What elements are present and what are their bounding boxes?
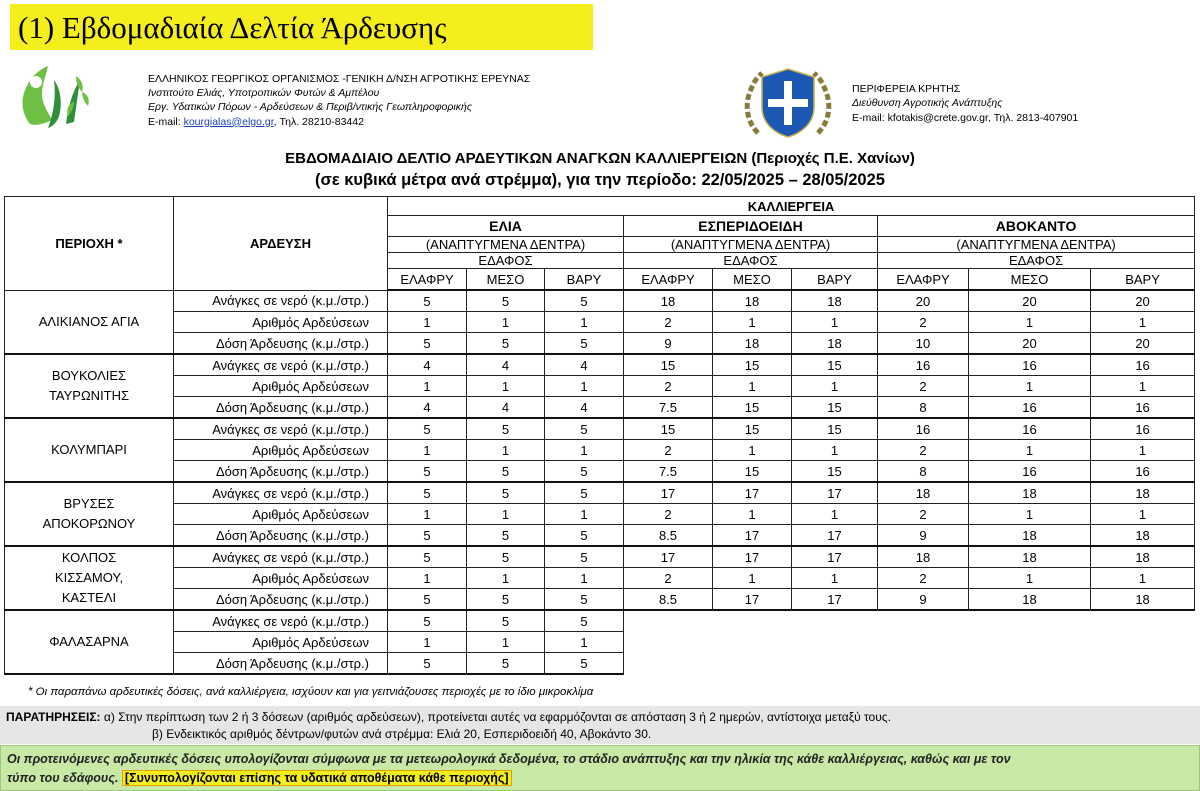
email-link[interactable]: kourgialas@elgo.gr bbox=[183, 115, 274, 128]
value-cell: 4 bbox=[467, 354, 545, 376]
value-cell: 18 bbox=[792, 333, 878, 355]
value-cell: 1 bbox=[467, 312, 545, 333]
irrigation-label: Ανάγκες σε νερό (κ.μ./στρ.) bbox=[174, 482, 388, 504]
value-cell: 2 bbox=[624, 568, 713, 589]
empty-cell bbox=[969, 653, 1091, 675]
value-cell: 15 bbox=[792, 354, 878, 376]
header-area: ΠΕΡΙΟΧΗ * bbox=[5, 197, 174, 291]
table-row bbox=[5, 461, 1195, 483]
value-cell: 5 bbox=[467, 653, 545, 675]
value-cell: 1 bbox=[792, 376, 878, 397]
value-cell: 16 bbox=[1091, 461, 1195, 483]
irrigation-label: Ανάγκες σε νερό (κ.μ./στρ.) bbox=[174, 418, 388, 440]
value-cell: 5 bbox=[545, 610, 624, 632]
value-cell: 1 bbox=[545, 312, 624, 333]
value-cell: 20 bbox=[1091, 333, 1195, 355]
soil-header: ΒΑΡΥ bbox=[1091, 269, 1195, 291]
table-row bbox=[5, 546, 1195, 568]
value-cell: 4 bbox=[545, 397, 624, 419]
value-cell: 1 bbox=[792, 312, 878, 333]
soil-header: ΕΛΑΦΡΥ bbox=[878, 269, 969, 291]
empty-cell bbox=[713, 653, 792, 675]
value-cell: 5 bbox=[545, 482, 624, 504]
table-row bbox=[5, 525, 1195, 547]
value-cell: 1 bbox=[545, 568, 624, 589]
table-row bbox=[5, 610, 1195, 632]
header-crops: ΚΑΛΛΙΕΡΓΕΙΑ bbox=[388, 197, 1195, 216]
bulletin-heading: ΕΒΔΟΜΑΔΙΑΙΟ ΔΕΛΤΙΟ ΑΡΔΕΥΤΙΚΩΝ ΑΝΑΓΚΩΝ ΚΑΛΛΙΕΡΓΕΙΩΝ (Περιοχές Π.Ε. Χανίων) bbox=[285, 150, 915, 167]
value-cell: 1 bbox=[969, 504, 1091, 525]
value-cell: 5 bbox=[388, 653, 467, 675]
value-cell: 1 bbox=[467, 632, 545, 653]
empty-cell bbox=[969, 632, 1091, 653]
irrigation-label: Δόση Άρδευσης (κ.μ./στρ.) bbox=[174, 589, 388, 611]
crop-avocado-name: ΑΒΟΚΑΝΤΟ bbox=[878, 216, 1195, 237]
empty-cell bbox=[878, 653, 969, 675]
email-label: E-mail: bbox=[148, 115, 181, 128]
value-cell: 1 bbox=[388, 376, 467, 397]
value-cell: 1 bbox=[1091, 312, 1195, 333]
observation-a-line bbox=[6, 710, 891, 724]
value-cell: 1 bbox=[713, 376, 792, 397]
value-cell: 1 bbox=[467, 568, 545, 589]
value-cell: 17 bbox=[792, 589, 878, 611]
value-cell: 17 bbox=[792, 525, 878, 547]
value-cell: 1 bbox=[388, 440, 467, 461]
irrigation-label: Αριθμός Αρδεύσεων bbox=[174, 568, 388, 589]
value-cell: 17 bbox=[792, 546, 878, 568]
note-box bbox=[0, 745, 1200, 791]
value-cell: 1 bbox=[545, 632, 624, 653]
value-cell: 20 bbox=[878, 290, 969, 312]
area-name: ΚΟΛΠΟΣ ΚΙΣΣΑΜΟΥ, ΚΑΣΤΕΛΙ bbox=[5, 546, 174, 610]
value-cell: 1 bbox=[969, 312, 1091, 333]
value-cell: 16 bbox=[969, 461, 1091, 483]
value-cell: 9 bbox=[878, 589, 969, 611]
value-cell: 1 bbox=[467, 504, 545, 525]
area-name: ΚΟΛΥΜΠΑΡΙ bbox=[5, 418, 174, 482]
table-row bbox=[5, 568, 1195, 589]
value-cell: 15 bbox=[624, 354, 713, 376]
footnote: * Οι παραπάνω αρδευτικές δόσεις, ανά καλλιέργεια, ισχύουν και για γειτνιάζουσες περιοχές με το ίδιο μικροκλίμα bbox=[28, 686, 594, 698]
table-row bbox=[5, 397, 1195, 419]
value-cell: 1 bbox=[969, 568, 1091, 589]
value-cell: 5 bbox=[467, 482, 545, 504]
value-cell: 5 bbox=[545, 525, 624, 547]
value-cell: 1 bbox=[388, 632, 467, 653]
value-cell: 2 bbox=[878, 568, 969, 589]
value-cell: 15 bbox=[713, 397, 792, 419]
crop-olive-stage: (ΑΝΑΠΤΥΓΜΕΝΑ ΔΕΝΤΡΑ) bbox=[425, 237, 586, 252]
table-row bbox=[5, 589, 1195, 611]
empty-cell bbox=[969, 610, 1091, 632]
empty-cell bbox=[1091, 632, 1195, 653]
value-cell: 1 bbox=[545, 504, 624, 525]
value-cell: 18 bbox=[878, 482, 969, 504]
crop-citrus-name: ΕΣΠΕΡΙΔΟΕΙΔΗ bbox=[624, 216, 878, 237]
value-cell: 5 bbox=[388, 333, 467, 355]
value-cell: 8 bbox=[878, 461, 969, 483]
value-cell: 16 bbox=[878, 354, 969, 376]
value-cell: 5 bbox=[467, 546, 545, 568]
value-cell: 15 bbox=[624, 418, 713, 440]
value-cell: 5 bbox=[388, 290, 467, 312]
table-row bbox=[5, 290, 1195, 312]
value-cell: 17 bbox=[624, 546, 713, 568]
value-cell: 2 bbox=[624, 376, 713, 397]
irrigation-label: Δόση Άρδευσης (κ.μ./στρ.) bbox=[174, 333, 388, 355]
value-cell: 5 bbox=[545, 653, 624, 675]
value-cell: 1 bbox=[713, 568, 792, 589]
value-cell: 1 bbox=[792, 568, 878, 589]
title-banner bbox=[10, 4, 593, 50]
value-cell: 20 bbox=[969, 290, 1091, 312]
org-right-line1: ΠΕΡΙΦΕΡΕΙΑ ΚΡΗΤΗΣ bbox=[852, 83, 961, 95]
value-cell: 5 bbox=[545, 546, 624, 568]
value-cell: 16 bbox=[969, 354, 1091, 376]
crop-avocado-sub bbox=[878, 237, 1195, 269]
empty-cell bbox=[624, 653, 713, 675]
irrigation-label: Αριθμός Αρδεύσεων bbox=[174, 376, 388, 397]
irrigation-table bbox=[4, 196, 1195, 675]
value-cell: 16 bbox=[878, 418, 969, 440]
value-cell: 1 bbox=[1091, 376, 1195, 397]
value-cell: 2 bbox=[878, 504, 969, 525]
value-cell: 1 bbox=[1091, 504, 1195, 525]
empty-cell bbox=[792, 653, 878, 675]
value-cell: 8 bbox=[878, 397, 969, 419]
value-cell: 5 bbox=[388, 418, 467, 440]
value-cell: 7.5 bbox=[624, 461, 713, 483]
value-cell: 18 bbox=[969, 589, 1091, 611]
value-cell: 1 bbox=[388, 504, 467, 525]
value-cell: 5 bbox=[388, 482, 467, 504]
value-cell: 5 bbox=[388, 610, 467, 632]
value-cell: 15 bbox=[792, 418, 878, 440]
value-cell: 18 bbox=[1091, 546, 1195, 568]
empty-cell bbox=[713, 610, 792, 632]
value-cell: 18 bbox=[1091, 482, 1195, 504]
value-cell: 18 bbox=[1091, 525, 1195, 547]
crop-avocado-stage: (ΑΝΑΠΤΥΓΜΕΝΑ ΔΕΝΤΡΑ) bbox=[956, 237, 1116, 252]
area-name: ΒΡΥΣΕΣ ΑΠΟΚΟΡΩΝΟΥ bbox=[5, 482, 174, 546]
value-cell: 17 bbox=[713, 546, 792, 568]
crop-citrus-sub bbox=[624, 237, 878, 269]
area-name: ΑΛΙΚΙΑΝΟΣ ΑΓΙΑ bbox=[5, 290, 174, 354]
soil-header: ΜΕΣΟ bbox=[969, 269, 1091, 291]
empty-cell bbox=[792, 610, 878, 632]
value-cell: 5 bbox=[545, 418, 624, 440]
value-cell: 5 bbox=[388, 546, 467, 568]
value-cell: 1 bbox=[713, 504, 792, 525]
value-cell: 1 bbox=[545, 440, 624, 461]
value-cell: 1 bbox=[388, 312, 467, 333]
value-cell: 18 bbox=[878, 546, 969, 568]
bulletin-period: (σε κυβικά μέτρα ανά στρέμμα), για την περίοδο: 22/05/2025 – 28/05/2025 bbox=[315, 171, 885, 189]
value-cell: 17 bbox=[792, 482, 878, 504]
value-cell: 16 bbox=[969, 397, 1091, 419]
value-cell: 9 bbox=[624, 333, 713, 355]
value-cell: 2 bbox=[878, 312, 969, 333]
value-cell: 4 bbox=[545, 354, 624, 376]
empty-cell bbox=[878, 610, 969, 632]
value-cell: 5 bbox=[388, 461, 467, 483]
soil-header: ΕΛΑΦΡΥ bbox=[388, 269, 467, 291]
irrigation-label: Αριθμός Αρδεύσεων bbox=[174, 440, 388, 461]
crop-citrus-soil: ΕΔΑΦΟΣ bbox=[624, 252, 877, 268]
crop-olive-name: ΕΛΙΑ bbox=[388, 216, 624, 237]
empty-cell bbox=[792, 632, 878, 653]
value-cell: 8.5 bbox=[624, 525, 713, 547]
soil-header: ΒΑΡΥ bbox=[545, 269, 624, 291]
table-row bbox=[5, 333, 1195, 355]
value-cell: 2 bbox=[624, 312, 713, 333]
empty-cell bbox=[1091, 610, 1195, 632]
observation-a: α) Στην περίπτωση των 2 ή 3 δόσεων (αριθμός αρδεύσεων), προτείνεται αυτές να εφαρμόζονται σε απόσταση 3 ή 2 ημερών, αντίστοιχα μεταξύ τους. bbox=[103, 710, 891, 724]
value-cell: 5 bbox=[467, 418, 545, 440]
note-line2 bbox=[7, 771, 512, 785]
area-name: ΦΑΛΑΣΑΡΝΑ bbox=[5, 610, 174, 674]
value-cell: 1 bbox=[713, 440, 792, 461]
value-cell: 18 bbox=[969, 482, 1091, 504]
table-row bbox=[5, 418, 1195, 440]
irrigation-label: Δόση Άρδευσης (κ.μ./στρ.) bbox=[174, 525, 388, 547]
value-cell: 17 bbox=[713, 482, 792, 504]
irrigation-label: Ανάγκες σε νερό (κ.μ./στρ.) bbox=[174, 290, 388, 312]
value-cell: 5 bbox=[545, 589, 624, 611]
observation-b: β) Ενδεικτικός αριθμός δέντρων/φυτών ανά στρέμμα: Ελιά 20, Εσπεριδοειδή 40, Αβοκάντο 30. bbox=[152, 727, 652, 741]
note-line2-start: τύπο του εδάφους. bbox=[7, 771, 119, 785]
empty-cell bbox=[1091, 653, 1195, 675]
value-cell: 15 bbox=[713, 461, 792, 483]
note-line1: Οι προτεινόμενες αρδευτικές δόσεις υπολογίζονται σύμφωνα με τα μετεωρολογικά δεδομένα, το στάδιο ανάπτυξης και την ηλικία της κάθε καλλιέργειας, καθώς και με τον bbox=[7, 752, 1011, 766]
value-cell: 15 bbox=[792, 397, 878, 419]
soil-header: ΕΛΑΦΡΥ bbox=[624, 269, 713, 291]
table-row bbox=[5, 440, 1195, 461]
value-cell: 7.5 bbox=[624, 397, 713, 419]
value-cell: 20 bbox=[969, 333, 1091, 355]
table-row bbox=[5, 632, 1195, 653]
irrigation-label: Ανάγκες σε νερό (κ.μ./στρ.) bbox=[174, 610, 388, 632]
value-cell: 5 bbox=[467, 290, 545, 312]
value-cell: 5 bbox=[467, 610, 545, 632]
value-cell: 16 bbox=[1091, 397, 1195, 419]
value-cell: 18 bbox=[624, 290, 713, 312]
empty-cell bbox=[624, 610, 713, 632]
irrigation-label: Αριθμός Αρδεύσεων bbox=[174, 504, 388, 525]
irrigation-label: Ανάγκες σε νερό (κ.μ./στρ.) bbox=[174, 354, 388, 376]
value-cell: 1 bbox=[467, 440, 545, 461]
note-highlight: [Συνυπολογίζονται επίσης τα υδατικά αποθέματα κάθε περιοχής] bbox=[122, 770, 512, 786]
empty-cell bbox=[878, 632, 969, 653]
org-left-info bbox=[148, 72, 530, 129]
value-cell: 18 bbox=[713, 333, 792, 355]
value-cell: 18 bbox=[1091, 589, 1195, 611]
value-cell: 18 bbox=[713, 290, 792, 312]
value-cell: 1 bbox=[792, 504, 878, 525]
value-cell: 18 bbox=[969, 525, 1091, 547]
soil-header: ΜΕΣΟ bbox=[467, 269, 545, 291]
crop-olive-sub bbox=[388, 237, 624, 269]
org-left-line1: ΕΛΛΗΝΙΚΟΣ ΓΕΩΡΓΙΚΟΣ ΟΡΓΑΝΙΣΜΟΣ -ΓΕΝΙΚΗ Δ/ΝΣΗ ΑΓΡΟΤΙΚΗΣ ΕΡΕΥΝΑΣ bbox=[148, 73, 531, 85]
value-cell: 1 bbox=[388, 568, 467, 589]
value-cell: 16 bbox=[1091, 354, 1195, 376]
value-cell: 2 bbox=[878, 376, 969, 397]
value-cell: 17 bbox=[713, 589, 792, 611]
value-cell: 1 bbox=[792, 440, 878, 461]
value-cell: 8.5 bbox=[624, 589, 713, 611]
value-cell: 5 bbox=[388, 589, 467, 611]
value-cell: 1 bbox=[713, 312, 792, 333]
org-left-line3: Εργ. Υδατικών Πόρων - Αρδεύσεων & Περιβ/ντικής Γεωπληροφορικής bbox=[148, 101, 472, 114]
value-cell: 10 bbox=[878, 333, 969, 355]
value-cell: 5 bbox=[545, 290, 624, 312]
value-cell: 5 bbox=[467, 589, 545, 611]
elgo-logo-icon bbox=[12, 62, 130, 134]
value-cell: 18 bbox=[792, 290, 878, 312]
value-cell: 1 bbox=[545, 376, 624, 397]
table-body bbox=[5, 290, 1195, 674]
value-cell: 5 bbox=[467, 461, 545, 483]
table-row bbox=[5, 312, 1195, 333]
value-cell: 1 bbox=[1091, 568, 1195, 589]
value-cell: 1 bbox=[969, 376, 1091, 397]
greek-emblem-icon bbox=[742, 63, 834, 141]
value-cell: 1 bbox=[1091, 440, 1195, 461]
table-row bbox=[5, 354, 1195, 376]
value-cell: 2 bbox=[624, 504, 713, 525]
area-name: ΒΟΥΚΟΛΙΕΣ ΤΑΥΡΩΝΙΤΗΣ bbox=[5, 354, 174, 418]
value-cell: 1 bbox=[969, 440, 1091, 461]
table-row bbox=[5, 482, 1195, 504]
header-irrigation: ΑΡΔΕΥΣΗ bbox=[174, 197, 388, 291]
value-cell: 5 bbox=[388, 525, 467, 547]
org-right-line2: Διεύθυνση Αγροτικής Ανάπτυξης bbox=[852, 97, 1003, 110]
observations-label: ΠΑΡΑΤΗΡΗΣΕΙΣ: bbox=[6, 710, 101, 724]
value-cell: 9 bbox=[878, 525, 969, 547]
soil-header: ΒΑΡΥ bbox=[792, 269, 878, 291]
table-row bbox=[5, 376, 1195, 397]
value-cell: 2 bbox=[624, 440, 713, 461]
irrigation-label: Αριθμός Αρδεύσεων bbox=[174, 312, 388, 333]
soil-header: ΜΕΣΟ bbox=[713, 269, 792, 291]
value-cell: 18 bbox=[969, 546, 1091, 568]
value-cell: 2 bbox=[878, 440, 969, 461]
table-row bbox=[5, 653, 1195, 675]
phone-text: , Τηλ. 28210-83442 bbox=[273, 115, 364, 128]
value-cell: 5 bbox=[545, 333, 624, 355]
value-cell: 5 bbox=[467, 525, 545, 547]
crop-citrus-stage: (ΑΝΑΠΤΥΓΜΕΝΑ ΔΕΝΤΡΑ) bbox=[670, 237, 831, 252]
irrigation-label: Δόση Άρδευσης (κ.μ./στρ.) bbox=[174, 397, 388, 419]
value-cell: 17 bbox=[624, 482, 713, 504]
value-cell: 17 bbox=[713, 525, 792, 547]
value-cell: 4 bbox=[388, 397, 467, 419]
org-right-info bbox=[852, 82, 1078, 125]
irrigation-label: Δόση Άρδευσης (κ.μ./στρ.) bbox=[174, 461, 388, 483]
table-row bbox=[5, 504, 1195, 525]
value-cell: 5 bbox=[545, 461, 624, 483]
irrigation-label: Δόση Άρδευσης (κ.μ./στρ.) bbox=[174, 653, 388, 675]
crop-avocado-soil: ΕΔΑΦΟΣ bbox=[878, 252, 1194, 268]
value-cell: 20 bbox=[1091, 290, 1195, 312]
value-cell: 1 bbox=[467, 376, 545, 397]
value-cell: 15 bbox=[713, 354, 792, 376]
value-cell: 15 bbox=[713, 418, 792, 440]
value-cell: 5 bbox=[467, 333, 545, 355]
value-cell: 16 bbox=[969, 418, 1091, 440]
value-cell: 4 bbox=[467, 397, 545, 419]
org-right-line3: E-mail: kfotakis@crete.gov.gr, Τηλ. 2813-407901 bbox=[852, 111, 1079, 124]
irrigation-label: Αριθμός Αρδεύσεων bbox=[174, 632, 388, 653]
org-left-line2: Ινστιτούτο Ελιάς, Υποτροπικών Φυτών & Αμπέλου bbox=[148, 87, 380, 100]
value-cell: 15 bbox=[792, 461, 878, 483]
observations-box bbox=[0, 706, 1200, 744]
value-cell: 4 bbox=[388, 354, 467, 376]
empty-cell bbox=[624, 632, 713, 653]
crop-olive-soil: ΕΔΑΦΟΣ bbox=[388, 252, 623, 268]
page-title: (1) Εβδομαδιαία Δελτία Άρδευσης bbox=[18, 10, 447, 45]
value-cell: 16 bbox=[1091, 418, 1195, 440]
empty-cell bbox=[713, 632, 792, 653]
irrigation-label: Ανάγκες σε νερό (κ.μ./στρ.) bbox=[174, 546, 388, 568]
